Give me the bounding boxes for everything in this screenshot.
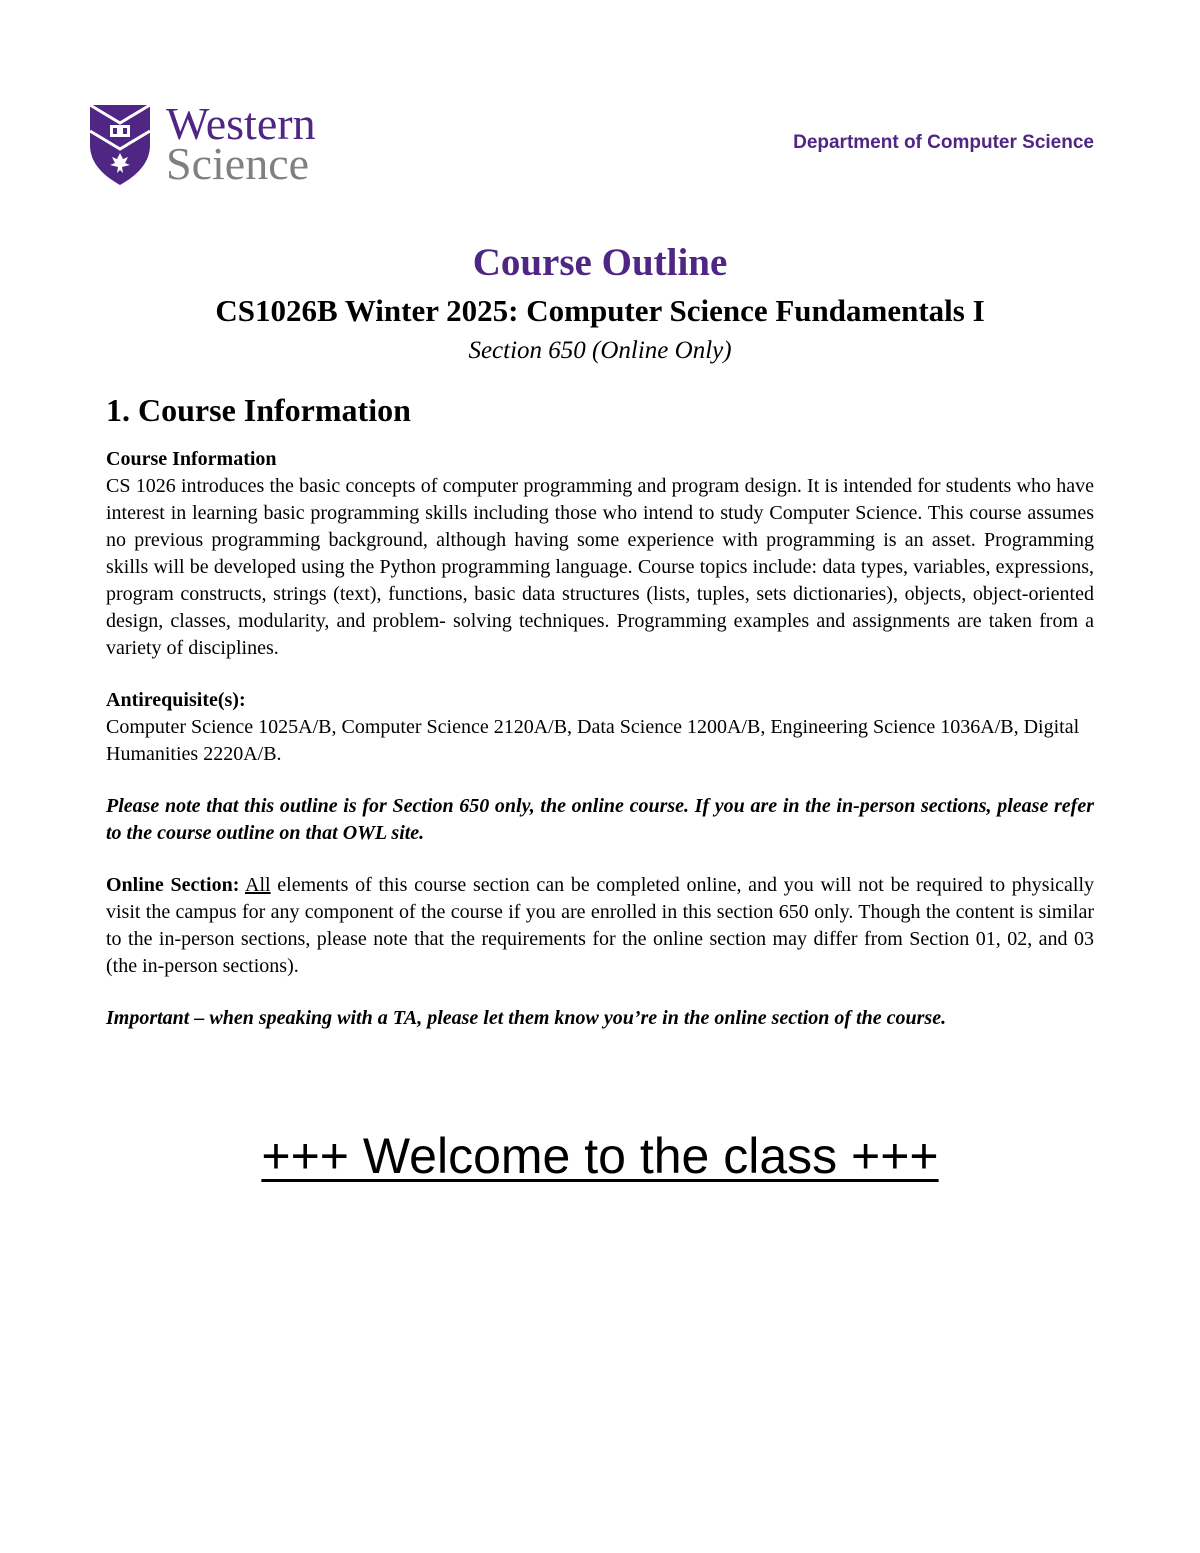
- course-description-paragraph: [106, 446, 1094, 662]
- antirequisites-list: Computer Science 1025A/B, Computer Science 2120A/B, Data Science 1200A/B, Engineering Science 1036A/B, Digital Humanities 2220A/B.: [106, 716, 1080, 765]
- department-name: Department of Computer Science: [793, 132, 1094, 153]
- western-science-logo: [88, 100, 316, 188]
- logo-wordmark: [166, 98, 316, 189]
- course-title: CS1026B Winter 2025: Computer Science Fundamentals I: [215, 293, 985, 328]
- course-info-subheading: Course Information: [106, 448, 277, 470]
- online-section-paragraph: [106, 872, 1094, 980]
- document-title: Course Outline: [472, 241, 728, 284]
- important-note: Important – when speaking with a TA, please let them know you’re in the online section of the course.: [106, 1007, 947, 1029]
- antirequisites-label: Antirequisite(s):: [106, 689, 246, 711]
- section-note: Please note that this outline is for Section 650 only, the online course. If you are in the in-person sections, please refer to the course outline on that OWL site.: [106, 795, 1094, 844]
- section-heading: 1. Course Information: [106, 392, 411, 428]
- university-crest-icon: [88, 101, 152, 187]
- online-all-emphasis: All: [245, 874, 271, 896]
- welcome-banner: [0, 1126, 1200, 1186]
- title-block: [0, 238, 1200, 368]
- online-section-text: elements of this course section can be completed online, and you will not be required to physically visit the campus for any component of the course if you are enrolled in this section 650 only. Though the content is similar to the in-person sections, please note that the requirements for the online section may differ from Section 01, 02, and 03 (the in-person sections).: [106, 874, 1094, 977]
- main-content: [106, 390, 1094, 1057]
- logo-word-science: Science: [166, 138, 310, 189]
- welcome-text: +++ Welcome to the class +++: [261, 1128, 939, 1184]
- online-section-label: Online Section:: [106, 874, 240, 896]
- logo-word-western: Western: [166, 98, 316, 149]
- antirequisites-paragraph: [106, 687, 1094, 768]
- section-subtitle: Section 650 (Online Only): [468, 337, 732, 364]
- course-description: CS 1026 introduces the basic concepts of computer programming and program design. It is intended for students who have interest in learning basic programming skills including those who intend to study Computer Science. This course assumes no previous programming background, although having some experience with programming is an asset. Programming skills will be developed using the Python programming language. Course topics include: data types, variables, expressions, program constructs, strings (text), functions, basic data structures (lists, tuples, sets dictionaries), objects, object-oriented design, classes, modularity, and problem- solving techniques. Programming examples and assignments are taken from a variety of disciplines.: [106, 475, 1094, 659]
